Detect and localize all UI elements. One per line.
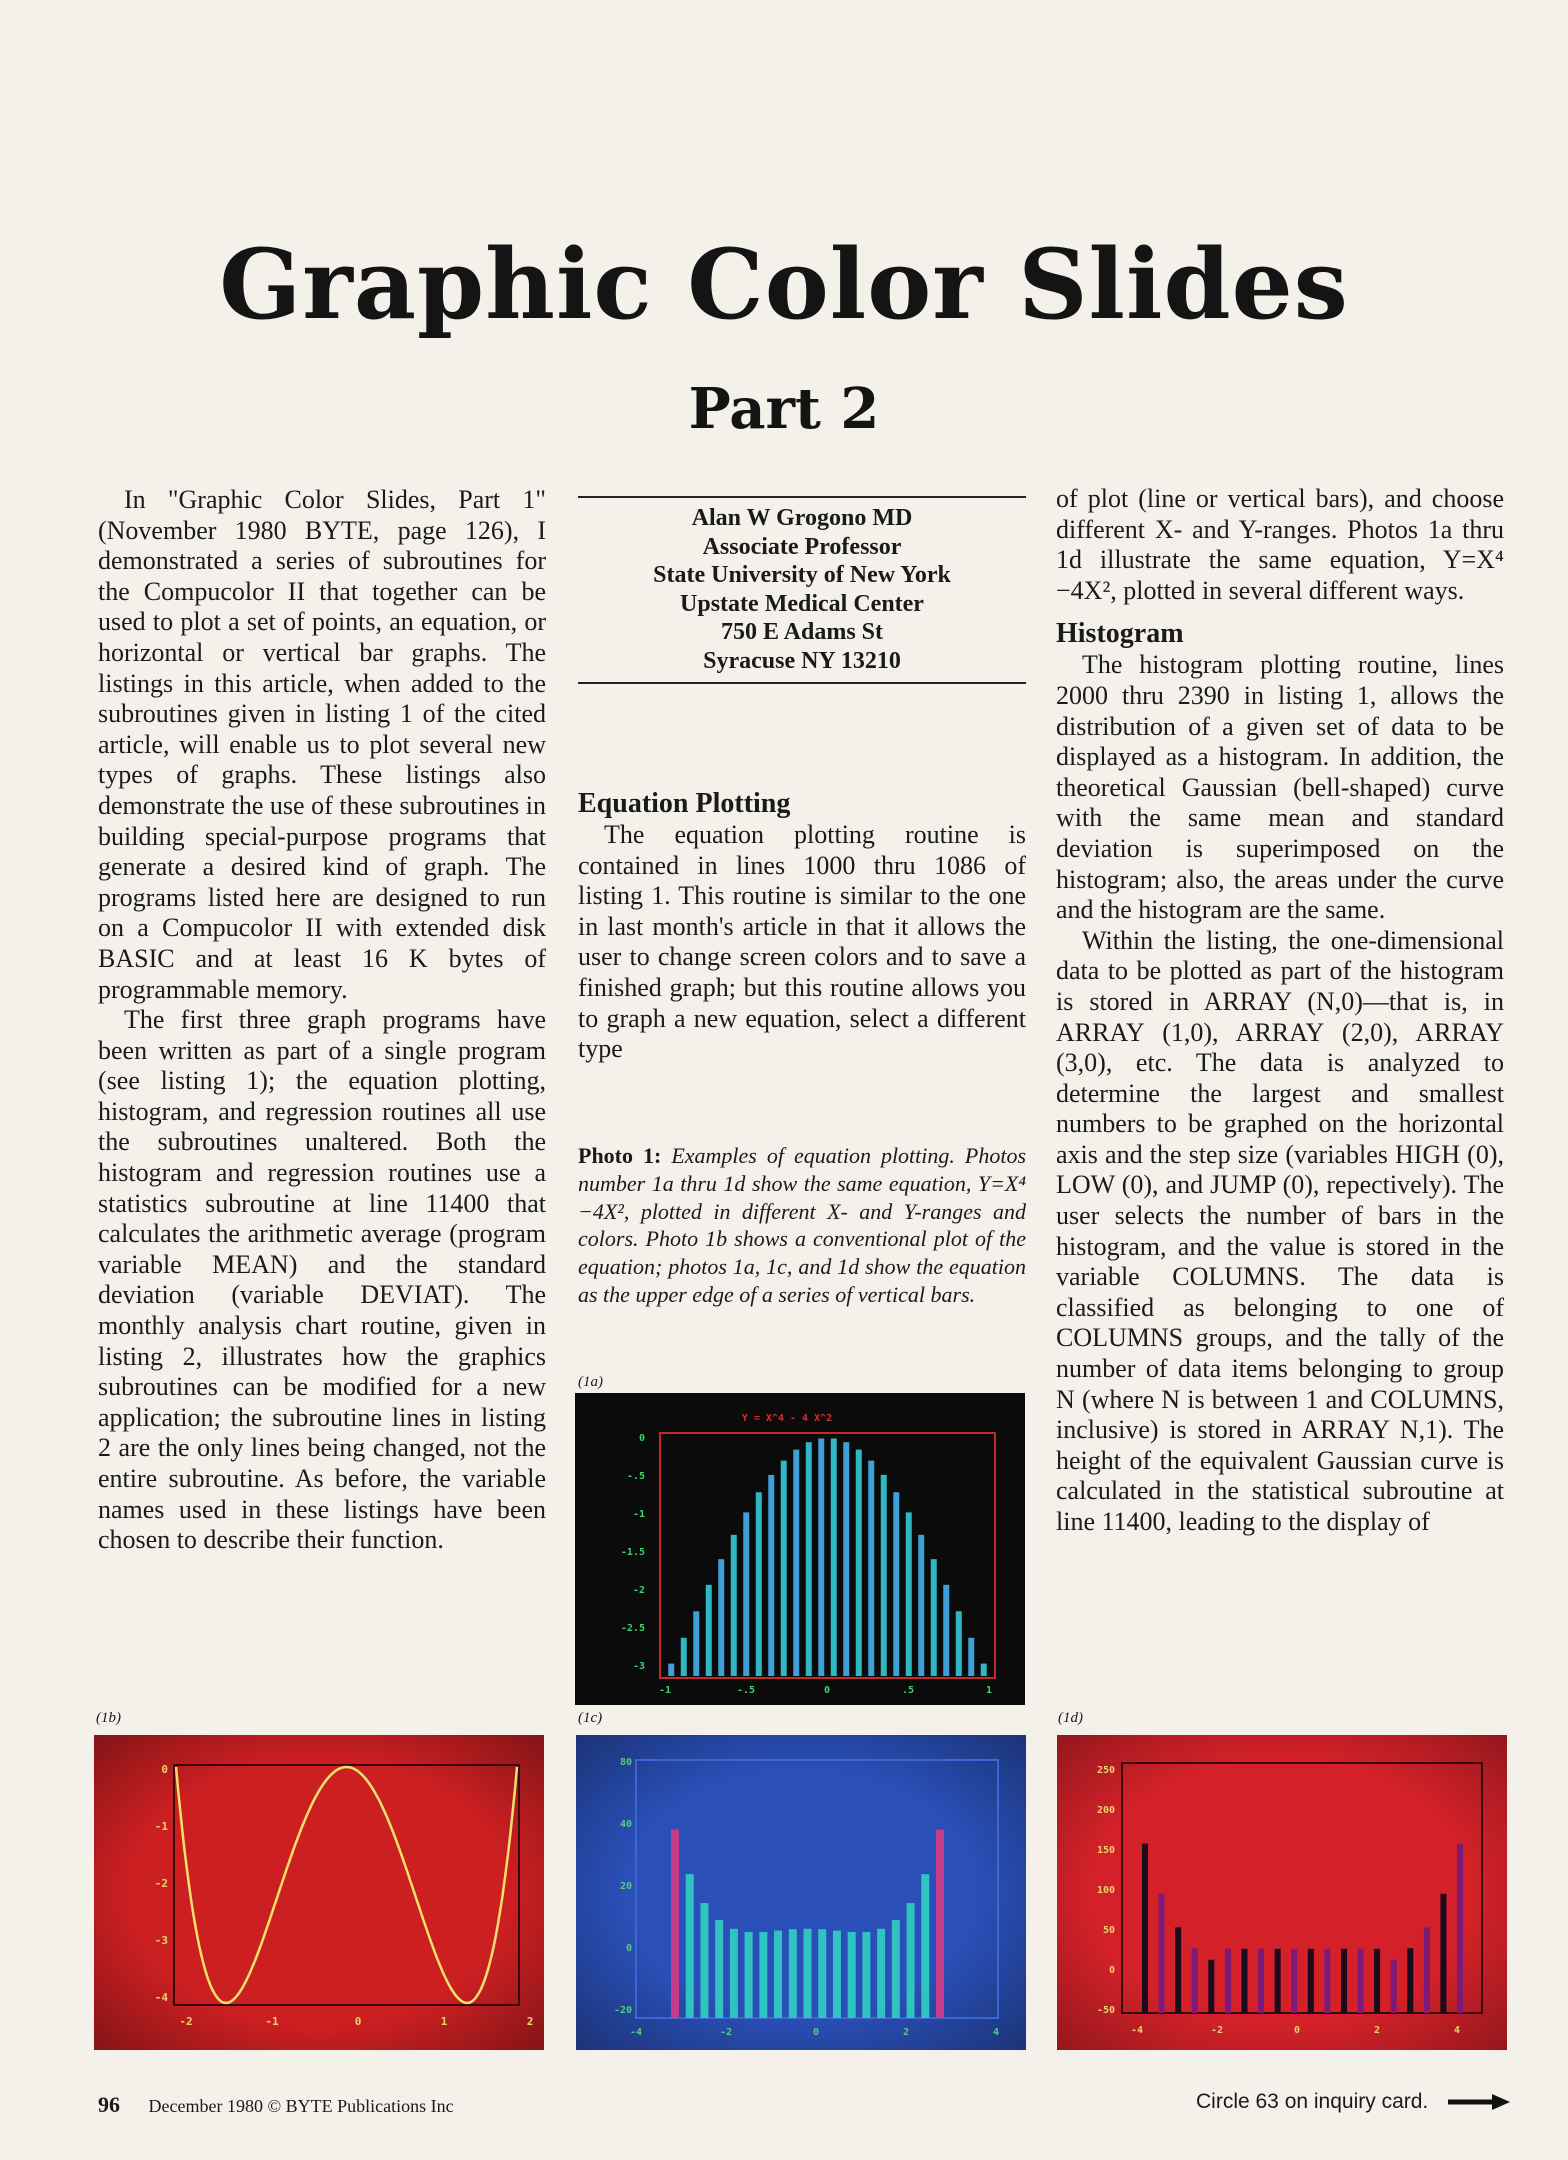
- x-tick-label: -2: [1210, 2025, 1224, 2036]
- paragraph: In "Graphic Color Slides, Part 1" (November 1980 BYTE, page 126), I demonstrated a series of subroutines for the Compucolor II that together can be used to plot a set of points, an equation, or horizontal or vertical bar graphs. The listings in this article, when added to the subroutines given in listing 1 of the cited article, will enable us to plot several new types of graphs. These listings also demonstrate the use of these subroutines in building special-purpose programs that generate a desired kind of graph. The programs listed here are designed to run on a Compucolor II with extended disk BASIC and at least 16 K bytes of programmable memory.: [98, 485, 546, 1004]
- y-tick-label: 20: [619, 1881, 632, 1892]
- inquiry-note: [1196, 2090, 1510, 2114]
- bar: [1358, 1949, 1364, 2013]
- x-tick-label: .5: [901, 1685, 915, 1696]
- author-city: Syracuse NY 13210: [703, 647, 901, 674]
- y-tick-label: 0: [161, 1763, 168, 1776]
- x-tick-label: 0: [354, 2015, 362, 2028]
- bar: [743, 1512, 749, 1676]
- x-tick-label: 2: [902, 2027, 910, 2038]
- bar: [731, 1535, 737, 1676]
- page-footer: [98, 2092, 454, 2118]
- photo-1d: [1057, 1735, 1507, 2050]
- bar: [833, 1931, 841, 2018]
- bar: [1407, 1948, 1413, 2013]
- author-center: Upstate Medical Center: [680, 590, 924, 617]
- bar: [789, 1929, 797, 2018]
- y-tick-label: -3: [632, 1661, 645, 1672]
- x-tick-label: 0: [1293, 2025, 1301, 2036]
- bar: [892, 1920, 900, 2018]
- x-tick-label: -1: [658, 1685, 672, 1696]
- section-heading: Histogram: [1056, 618, 1184, 650]
- x-tick-label: 2: [526, 2015, 534, 2028]
- paragraph: The equation plotting routine is contained in lines 1000 thru 1086 of listing 1. This routine is similar to the one in last month's article in that it allows the user to change screen colors and to save a finished graph; but this routine allows you to graph a new equation, select a different type: [578, 820, 1026, 1064]
- y-tick-label: -4: [154, 1991, 168, 2004]
- bar: [1391, 1960, 1397, 2013]
- bar: [1424, 1927, 1430, 2013]
- bar: [715, 1920, 723, 2018]
- author-name: Alan W Grogono MD: [691, 505, 913, 531]
- y-tick-label: -1.5: [620, 1547, 645, 1558]
- paragraph: The first three graph programs have been written as part of a single program (see listing 1); the equation plotting, histogram, and regression routines all use the subroutines unaltered. Both the histogram and regression routines use a statistics subroutine at line 11400 that calculates the arithmetic average (program variable MEAN) and the standard deviation (variable DEVIAT). The monthly analysis chart routine, given in listing 2, illustrates how the graphics subroutines can be modified for a new application; the subroutine lines in listing 2 are the only lines being changed, not the entire subroutine. As before, the variable names used in these listings have been chosen to describe their function.: [98, 1005, 546, 1555]
- y-tick-label: 100: [1096, 1885, 1115, 1896]
- paragraph: The histogram plotting routine, lines 2000 thru 2390 in listing 1, allows the distribution of a given set of data to be displayed as a histogram. In addition, the theoretical Gaussian (bell-shaped) curve with the same mean and standard deviation is superimposed on the histogram; also, the areas under the curve and the histogram are the same.: [1056, 650, 1504, 925]
- bar: [1275, 1949, 1281, 2013]
- arrow-right-icon: [1448, 2092, 1510, 2112]
- x-tick-label: 1: [440, 2015, 448, 2028]
- paragraph: Within the listing, the one-dimensional data to be plotted as part of the histogram is stored in ARRAY (N,0)—that is, in ARRAY (1,0), ARRAY (2,0), ARRAY (3,0), etc. The data is analyzed to determine the largest and smallest numbers to be graphed on the horizontal axis and the step size (variables HIGH (0), LOW (0), and JUMP (0), repectively). The user selects the number of bars in the histogram, and the value is stored in the variable COLUMNS. The data is classified as belonging to one of COLUMNS groups, and the tally of the number of data items belonging to group N (where N is between 1 and COLUMNS, inclusive) is stored in ARRAY N,1). The height of the equivalent Gaussian curve is calculated in the statistical subroutine at line 11400, leading to the display of: [1056, 925, 1504, 1536]
- bar: [706, 1585, 712, 1676]
- bar: [818, 1438, 824, 1676]
- x-tick-label: 4: [1453, 2025, 1461, 2036]
- x-tick-label: -.5: [736, 1685, 756, 1696]
- y-tick-label: 0: [638, 1433, 645, 1444]
- bar: [793, 1450, 799, 1676]
- photo-caption: [578, 1142, 1026, 1309]
- bar: [804, 1929, 812, 2018]
- photo-label-1d: (1d): [1058, 1710, 1083, 1726]
- caption-label: Photo 1:: [578, 1143, 662, 1168]
- y-tick-label: 50: [1102, 1925, 1115, 1936]
- bar: [759, 1932, 767, 2018]
- bar: [881, 1475, 887, 1676]
- y-tick-label: -3: [154, 1934, 168, 1947]
- bar: [1159, 1894, 1165, 2013]
- x-tick-label: 4: [992, 2027, 1000, 2038]
- article-title: Graphic Color Slides: [219, 228, 1349, 341]
- author-street: 750 E Adams St: [720, 619, 884, 645]
- section-heading: Equation Plotting: [578, 788, 791, 819]
- bar: [1324, 1949, 1330, 2013]
- photo-1a: [575, 1393, 1025, 1705]
- bar: [862, 1932, 870, 2018]
- bar: [848, 1932, 856, 2018]
- x-tick-label: 1: [985, 1685, 993, 1696]
- y-tick-label: -2: [154, 1877, 168, 1890]
- photo-label-1b: (1b): [96, 1710, 121, 1726]
- bar: [1457, 1844, 1463, 2013]
- bar: [718, 1559, 724, 1676]
- y-tick-label: -2.5: [620, 1623, 645, 1634]
- bar: [668, 1664, 674, 1676]
- y-tick-label: 250: [1096, 1765, 1115, 1776]
- bar: [781, 1461, 787, 1676]
- bar: [856, 1450, 862, 1676]
- bar: [730, 1929, 738, 2018]
- page-number: 96: [98, 2092, 120, 2117]
- bar: [745, 1932, 753, 2018]
- author-institution: State University of New York: [653, 562, 951, 588]
- bar: [956, 1611, 962, 1676]
- bar: [981, 1664, 987, 1676]
- paragraph: of plot (line or vertical bars), and choose different X- and Y-ranges. Photos 1a thru 1d illustrate the same equation, Y=X⁴ −4X², plotted in several different ways.: [1056, 484, 1504, 605]
- bar: [843, 1442, 849, 1676]
- article-subtitle: Part 2: [688, 376, 880, 442]
- bar: [806, 1442, 812, 1676]
- y-tick-label: 0: [1108, 1965, 1115, 1976]
- bar: [1192, 1948, 1198, 2013]
- bar: [893, 1492, 899, 1676]
- equation-section: [578, 788, 1026, 1065]
- y-tick-label: 80: [619, 1757, 632, 1768]
- bar: [700, 1903, 708, 2018]
- photo-label-1a: (1a): [578, 1374, 603, 1390]
- bar: [1175, 1927, 1181, 2013]
- bar: [756, 1492, 762, 1676]
- bar: [671, 1830, 679, 2018]
- screen-title: Y = X^4 - 4 X^2: [741, 1413, 833, 1424]
- bar: [1225, 1949, 1231, 2013]
- x-tick-label: -1: [265, 2015, 279, 2028]
- bar: [931, 1559, 937, 1676]
- y-tick-label: -2: [632, 1585, 645, 1596]
- y-tick-label: -1: [154, 1820, 168, 1833]
- bar: [943, 1585, 949, 1676]
- bar: [768, 1475, 774, 1676]
- caption-text: Examples of equation plotting. Photos number 1a thru 1d show the same equation, Y=X⁴ −4X², plotted in different X- and Y-ranges and colors. Photo 1b shows a conventional plot of the equation; photos 1a, 1c, and 1d show the equation as the upper edge of a series of vertical bars.: [578, 1143, 1026, 1307]
- bar: [681, 1638, 687, 1676]
- y-tick-label: -20: [613, 2005, 632, 2016]
- bar: [918, 1535, 924, 1676]
- bar: [877, 1929, 885, 2018]
- author-block: [578, 504, 1026, 675]
- y-tick-label: -1: [632, 1509, 645, 1520]
- photo-label-1c: (1c): [578, 1710, 603, 1726]
- bar: [936, 1830, 944, 2018]
- bar: [906, 1512, 912, 1676]
- bar: [1241, 1949, 1247, 2013]
- y-tick-label: 200: [1096, 1805, 1115, 1816]
- photo-1b: [94, 1735, 544, 2050]
- y-tick-label: -50: [1096, 2005, 1115, 2016]
- divider: [578, 496, 1026, 498]
- x-tick-label: -2: [719, 2027, 733, 2038]
- x-tick-label: -4: [629, 2027, 643, 2038]
- x-tick-label: 0: [823, 1685, 831, 1696]
- bar: [1374, 1949, 1380, 2013]
- y-tick-label: 150: [1096, 1845, 1115, 1856]
- bar: [968, 1638, 974, 1676]
- y-tick-label: 40: [619, 1819, 632, 1830]
- bar: [1142, 1844, 1148, 2013]
- divider: [578, 682, 1026, 684]
- column-1: [98, 485, 546, 1556]
- photo-1c: [576, 1735, 1026, 2050]
- inquiry-text: Circle 63 on inquiry card.: [1196, 2090, 1429, 2113]
- x-tick-label: -2: [179, 2015, 193, 2028]
- bar: [921, 1874, 929, 2018]
- y-tick-label: -.5: [626, 1471, 645, 1482]
- bar: [907, 1903, 915, 2018]
- bar: [686, 1874, 694, 2018]
- bar: [774, 1931, 782, 2018]
- x-tick-label: -4: [1130, 2025, 1144, 2036]
- bar: [1308, 1949, 1314, 2013]
- bar: [868, 1461, 874, 1676]
- y-tick-label: 0: [625, 1943, 632, 1954]
- bar: [818, 1929, 826, 2018]
- bar: [1440, 1894, 1446, 2013]
- bar: [1208, 1960, 1214, 2013]
- column-3: [1056, 484, 1504, 1538]
- issue-credit: December 1980 © BYTE Publications Inc: [148, 2096, 454, 2116]
- bar: [693, 1611, 699, 1676]
- bar: [1258, 1949, 1264, 2013]
- author-position: Associate Professor: [702, 533, 902, 560]
- bar: [1341, 1949, 1347, 2013]
- x-tick-label: 0: [812, 2027, 820, 2038]
- bar: [1291, 1949, 1297, 2013]
- bar: [831, 1438, 837, 1676]
- x-tick-label: 2: [1373, 2025, 1381, 2036]
